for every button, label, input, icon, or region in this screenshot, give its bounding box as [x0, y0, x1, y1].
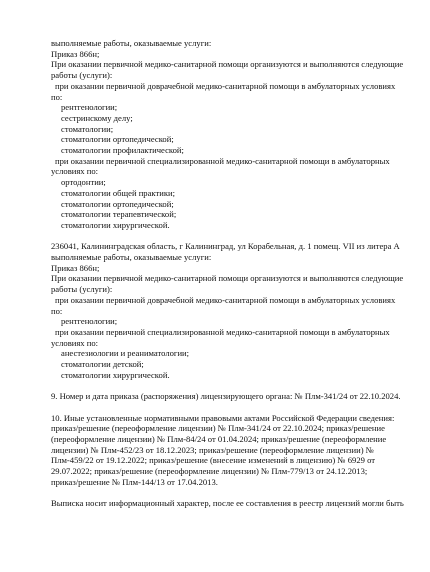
- text-line: анестезиологии и реаниматологии;: [61, 348, 190, 359]
- paragraph-gap: [51, 380, 411, 391]
- text-line: Плм-459/22 от 19.12.2022; приказ/решение (внесение изменений в лицензию) № 6929 от: [51, 455, 376, 466]
- text-line: при оказании первичной специализированной медико-санитарной помощи в амбулаторных: [55, 155, 390, 166]
- text-line: рентгенологии;: [61, 102, 118, 113]
- text-line: условиях по:: [51, 166, 99, 177]
- document-page: [51, 38, 411, 509]
- text-line: стоматологии;: [61, 123, 114, 134]
- text-line: лицензии) № Плм-452/23 от 18.12.2023; приказ/решение (переоформление лицензии) №: [51, 444, 374, 455]
- text-block-3: [51, 391, 411, 402]
- text-line: стоматологии ортопедической;: [61, 134, 174, 145]
- paragraph-gap: [51, 487, 411, 498]
- text-line: 9. Номер и дата приказа (распоряжения) лицензирующего органа: № Плм-341/24 от 22.10.2024.: [51, 391, 401, 402]
- text-line: стоматологии профилактической;: [61, 145, 184, 156]
- text-line: 10. Иные установленные нормативными правовыми актами Российской Федерации сведения:: [51, 412, 395, 423]
- text-line: приказ/решение (переоформление лицензии) № Плм-341/24 от 22.10.2024; приказ/решение: [51, 423, 385, 434]
- text-block-2: [51, 241, 411, 380]
- text-line: рентгенологии;: [61, 316, 118, 327]
- text-line: приказ/решение № Плм-144/13 от 17.04.2013.: [51, 476, 218, 487]
- text-block-1: [51, 38, 411, 231]
- text-line: стоматологии хирургической.: [61, 219, 170, 230]
- text-line: по:: [51, 91, 63, 102]
- text-line: ортодонтии;: [61, 177, 106, 188]
- text-line: по:: [51, 305, 63, 316]
- text-line: работы (услуги):: [51, 70, 113, 81]
- text-line: При оказании первичной медико-санитарной помощи организуются и выполняются следующие: [51, 273, 404, 284]
- text-line: сестринскому делу;: [61, 112, 133, 123]
- text-line: стоматологии детской;: [61, 359, 144, 370]
- text-line: Приказ 866н;: [51, 262, 100, 273]
- text-line: Приказ 866н;: [51, 48, 100, 59]
- text-line: условиях по:: [51, 337, 99, 348]
- text-line: стоматологии общей практики;: [61, 187, 175, 198]
- text-line: При оказании первичной медико-санитарной помощи организуются и выполняются следующие: [51, 59, 404, 70]
- text-line: 29.07.2022; приказ/решение (переоформление лицензии) № Плм-779/13 от 24.12.2013;: [51, 466, 368, 477]
- text-line: Выписка носит информационный характер, после ее составления в реестр лицензий могли быть: [51, 498, 404, 509]
- text-line: при оказании первичной специализированной медико-санитарной помощи в амбулаторных: [55, 326, 390, 337]
- text-line: 236041, Калининградская область, г Калининград, ул Корабельная, д. 1 помещ. VII из литера А: [51, 241, 400, 252]
- text-line: при оказании первичной доврачебной медико-санитарной помощи в амбулаторных условиях: [55, 294, 396, 305]
- text-block-4: [51, 413, 411, 488]
- paragraph-gap: [51, 231, 411, 242]
- text-line: стоматологии хирургической.: [61, 369, 170, 380]
- text-block-5: [51, 498, 411, 509]
- text-line: выполняемые работы, оказываемые услуги:: [51, 38, 212, 48]
- text-line: выполняемые работы, оказываемые услуги:: [51, 252, 212, 263]
- text-line: (переоформление лицензии) № Плм-84/24 от 01.04.2024; приказ/решение (переоформление: [51, 433, 387, 444]
- paragraph-gap: [51, 402, 411, 413]
- text-line: при оказании первичной доврачебной медико-санитарной помощи в амбулаторных условиях: [55, 80, 396, 91]
- text-line: работы (услуги):: [51, 284, 113, 295]
- text-line: стоматологии терапевтической;: [61, 209, 177, 220]
- text-line: стоматологии ортопедической;: [61, 198, 174, 209]
